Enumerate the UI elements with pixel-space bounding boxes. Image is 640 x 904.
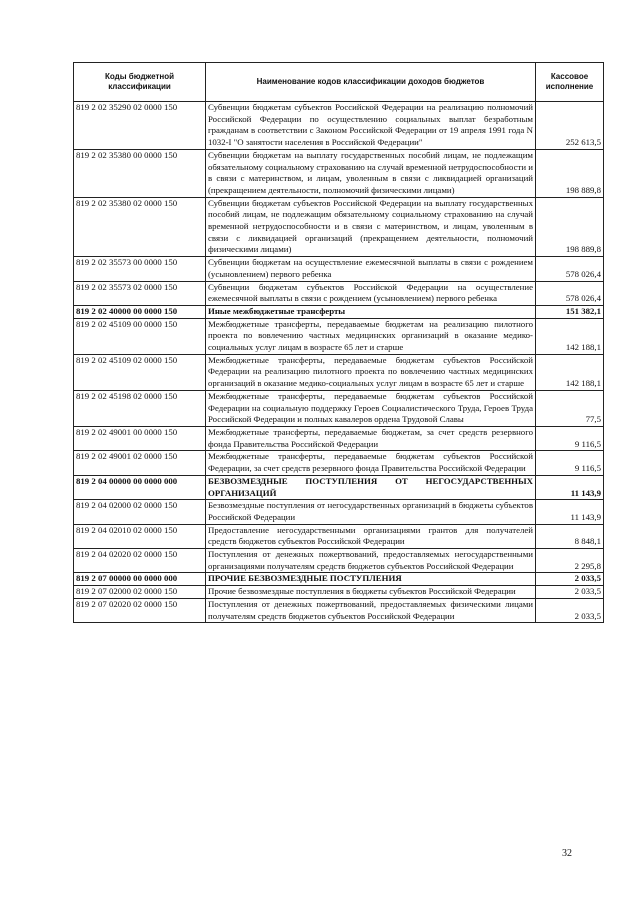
table-row (74, 281, 604, 305)
row-amount-cell: 578 026,4 (536, 281, 604, 305)
table-header-row (74, 63, 604, 102)
row-amount-cell: 2 033,5 (536, 586, 604, 599)
row-code-cell: 819 2 02 35380 00 0000 150 (74, 149, 206, 197)
row-code-cell: 819 2 07 02000 02 0000 150 (74, 586, 206, 599)
table-row (74, 305, 604, 318)
table-row (74, 451, 604, 475)
table-row (74, 149, 604, 197)
row-amount-cell: 2 033,5 (536, 598, 604, 622)
budget-revenue-table (73, 62, 604, 623)
row-amount-cell: 142 188,1 (536, 318, 604, 354)
page-number: 32 (562, 848, 572, 859)
row-name-cell: Предоставление негосударственными организациями грантов для получателей средств бюджетов субъектов Российской Федерации (206, 524, 536, 548)
row-code-cell: 819 2 07 00000 00 0000 000 (74, 573, 206, 586)
row-code-cell: 819 2 02 45109 00 0000 150 (74, 318, 206, 354)
row-amount-cell: 252 613,5 (536, 102, 604, 150)
row-amount-cell: 578 026,4 (536, 257, 604, 281)
row-amount-cell: 2 295,8 (536, 549, 604, 573)
table-row (74, 197, 604, 257)
table-body (74, 102, 604, 623)
table-row (74, 426, 604, 450)
row-name-cell: Межбюджетные трансферты, передаваемые бюджетам субъектов Российской Федерации на социальную поддержку Героев Социалистического Труда, Героев Труда Российской Федерации и полных кавалеров ордена Трудовой Славы (206, 390, 536, 426)
table-row (74, 475, 604, 499)
row-name-cell: Межбюджетные трансферты, передаваемые бюджетам на реализацию пилотного проекта по вовлечению частных медицинских организаций в оказание медико-социальных услуг лицам в возрасте 65 лет и старше (206, 318, 536, 354)
row-name-cell: Межбюджетные трансферты, передаваемые бюджетам субъектов Российской Федерации на реализацию пилотного проекта по вовлечению частных медицинских организаций в оказание медико-социальных услуг лицам в возрасте 65 лет и старше (206, 354, 536, 390)
row-name-cell: Безвозмездные поступления от негосударственных организаций в бюджеты субъектов Российской Федерации (206, 500, 536, 524)
row-name-cell: Прочие безвозмездные поступления в бюджеты субъектов Российской Федерации (206, 586, 536, 599)
row-name-cell: Межбюджетные трансферты, передаваемые бюджетам, за счет средств резервного фонда Правительства Российской Федерации (206, 426, 536, 450)
row-amount-cell: 151 382,1 (536, 305, 604, 318)
table-row (74, 524, 604, 548)
row-code-cell: 819 2 02 49001 02 0000 150 (74, 451, 206, 475)
row-name-cell: БЕЗВОЗМЕЗДНЫЕ ПОСТУПЛЕНИЯ ОТ НЕГОСУДАРСТВЕННЫХ ОРГАНИЗАЦИЙ (206, 475, 536, 499)
row-name-cell: Поступления от денежных пожертвований, предоставляемых негосударственными организациями получателям средств бюджетов субъектов Российской Федерации (206, 549, 536, 573)
header-amount: Кассовое исполнение (536, 63, 604, 102)
row-name-cell: Иные межбюджетные трансферты (206, 305, 536, 318)
header-code: Коды бюджетной классификации (74, 63, 206, 102)
row-code-cell: 819 2 04 00000 00 0000 000 (74, 475, 206, 499)
row-name-cell: ПРОЧИЕ БЕЗВОЗМЕЗДНЫЕ ПОСТУПЛЕНИЯ (206, 573, 536, 586)
row-code-cell: 819 2 02 45109 02 0000 150 (74, 354, 206, 390)
row-name-cell: Субвенции бюджетам субъектов Российской Федерации на осуществление ежемесячной выплаты в связи с рождением (усыновлением) первого ребенка (206, 281, 536, 305)
row-code-cell: 819 2 04 02000 02 0000 150 (74, 500, 206, 524)
table-row (74, 257, 604, 281)
row-name-cell: Межбюджетные трансферты, передаваемые бюджетам субъектов Российской Федерации, за счет средств резервного фонда Правительства Российской Федерации (206, 451, 536, 475)
table-row (74, 500, 604, 524)
table-row (74, 390, 604, 426)
row-code-cell: 819 2 02 35290 02 0000 150 (74, 102, 206, 150)
row-amount-cell: 198 889,8 (536, 149, 604, 197)
row-code-cell: 819 2 04 02020 02 0000 150 (74, 549, 206, 573)
row-code-cell: 819 2 07 02020 02 0000 150 (74, 598, 206, 622)
row-amount-cell: 9 116,5 (536, 426, 604, 450)
row-amount-cell: 77,5 (536, 390, 604, 426)
row-amount-cell: 2 033,5 (536, 573, 604, 586)
row-code-cell: 819 2 04 02010 02 0000 150 (74, 524, 206, 548)
table-row (74, 354, 604, 390)
table-row (74, 318, 604, 354)
row-name-cell: Субвенции бюджетам субъектов Российской Федерации на реализацию полномочий Российской Федерации по осуществлению социальных выплат безработным гражданам в соответствии с Законом Российской Федерации от 19 апреля 1991 года N 1032-I "О занятости населения в Российской Федерации" (206, 102, 536, 150)
row-amount-cell: 9 116,5 (536, 451, 604, 475)
row-name-cell: Субвенции бюджетам субъектов Российской Федерации на выплату государственных пособий лицам, не подлежащим обязательному социальному страхованию на случай временной нетрудоспособности и в связи с материнством, и лицам, уволенным в связи с ликвидацией организаций (прекращением деятельности, полномочий физическими лицами) (206, 197, 536, 257)
row-amount-cell: 198 889,8 (536, 197, 604, 257)
header-name: Наименование кодов классификации доходов бюджетов (206, 63, 536, 102)
row-name-cell: Поступления от денежных пожертвований, предоставляемых физическими лицами получателям средств бюджетов субъектов Российской Федерации (206, 598, 536, 622)
row-code-cell: 819 2 02 35573 02 0000 150 (74, 281, 206, 305)
row-code-cell: 819 2 02 49001 00 0000 150 (74, 426, 206, 450)
row-amount-cell: 8 848,1 (536, 524, 604, 548)
row-code-cell: 819 2 02 35380 02 0000 150 (74, 197, 206, 257)
row-amount-cell: 11 143,9 (536, 500, 604, 524)
table-row (74, 586, 604, 599)
table-row (74, 549, 604, 573)
row-code-cell: 819 2 02 35573 00 0000 150 (74, 257, 206, 281)
row-amount-cell: 11 143,9 (536, 475, 604, 499)
table-row (74, 102, 604, 150)
table-row (74, 598, 604, 622)
row-code-cell: 819 2 02 40000 00 0000 150 (74, 305, 206, 318)
row-name-cell: Субвенции бюджетам на осуществление ежемесячной выплаты в связи с рождением (усыновлением) первого ребенка (206, 257, 536, 281)
table-row (74, 573, 604, 586)
row-amount-cell: 142 188,1 (536, 354, 604, 390)
row-name-cell: Субвенции бюджетам на выплату государственных пособий лицам, не подлежащим обязательному социальному страхованию на случай временной нетрудоспособности и в связи с материнством, и лицам, уволенным в связи с ликвидацией организаций (прекращением деятельности, полномочий физическими лицами) (206, 149, 536, 197)
row-code-cell: 819 2 02 45198 02 0000 150 (74, 390, 206, 426)
